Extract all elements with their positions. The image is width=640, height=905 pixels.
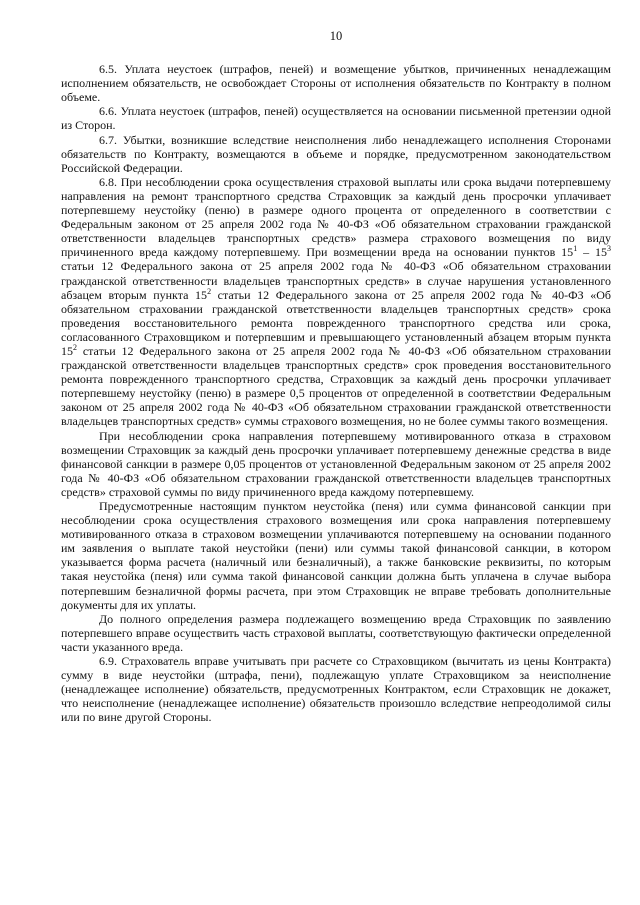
clause-6-8-text-c: статьи 12 Федерального закона от 25 апреля 2002 года № 40-ФЗ «Об обязательном страховании гражданской ответственности владельцев транспортных средств» срока проведения восстановительного ремонта поврежденного транспортного средства или срока, согласованного Страховщиком и потерпевшим и превышающего установленный абзацем вторым пункта 15 bbox=[61, 287, 612, 358]
superscript: 1 bbox=[573, 244, 578, 254]
clause-6-8-refusal-penalty: При несоблюдении срока направления потерпевшему мотивированного отказа в страховом возмещении Страховщик за каждый день просрочки уплачивает потерпевшему денежные средства в виде финансовой санкции в размере 0,05 процентов от установленной Федеральным законом от 25 апреля 2002 года № 40-ФЗ «Об обязательном страховании гражданской ответственности владельцев транспортных средств» страховой суммы по виду причиненного вреда каждому потерпевшему. bbox=[61, 428, 611, 499]
superscript: 2 bbox=[207, 286, 212, 296]
page-number: 10 bbox=[329, 29, 343, 43]
superscript: 2 bbox=[73, 342, 77, 352]
superscript: 3 bbox=[607, 244, 611, 254]
document-page bbox=[61, 0, 611, 725]
clause-6-8-text-d: статьи 12 Федерального закона от 25 апреля 2002 года № 40-ФЗ «Об обязательном страховании гражданской ответственности владельцев транспортных средств» срок проведения восстановительного ремонта поврежденного транспортного средства, Страховщик за каждый день просрочки уплачивает потерпевшему неустойку (пеню) в размере 0,5 процентов от определенной в соответствии Федеральным законом от 25 апреля 2002 года № 40-ФЗ «Об обязательном страховании гражданской ответственности владельцев транспортных средств» суммы страхового возмещения, но не более суммы такого возмещения. bbox=[61, 343, 611, 429]
clause-6-8 bbox=[61, 175, 611, 429]
clause-6-8-text-a: 6.8. При несоблюдении срока осуществления страховой выплаты или срока выдачи потерпевшему направления на ремонт транспортного средства Страховщик за каждый день просрочки уплачивает потерпевшему неустойку (пеню) в размере одного процента от определенного в соответствии с Федеральным законом от 25 апреля 2002 года № 40-ФЗ «Об обязательном страховании гражданской ответственности владельцев транспортных средств» размера страхового возмещения по виду причиненного вреда каждому потерпевшему. При возмещении вреда на основании пунктов 15 bbox=[61, 174, 611, 260]
clause-6-9: 6.9. Страхователь вправе учитывать при расчете со Страховщиком (вычитать из цены Контракта) сумму в виде неустойки (штрафа, пени), подлежащую уплате Страховщиком за неисполнение (ненадлежащее исполнение) обязательств, предусмотренных Контрактом, если Страховщик не докажет, что неисполнение (ненадлежащее исполнение) обязательств произошло вследствие непреодолимой силы или по вине другой Стороны. bbox=[61, 654, 611, 725]
clause-6-8-text-b: статьи 12 Федерального закона от 25 апреля 2002 года № 40-ФЗ «Об обязательном страховании гражданской ответственности владельцев транспортных средств» в случае нарушения установленного абзацем вторым пункта 15 bbox=[61, 259, 611, 302]
clause-6-7: 6.7. Убытки, возникшие вследствие неисполнения либо ненадлежащего исполнения Сторонами обязательств по Контракту, возмещаются в объеме и порядке, предусмотренном законодательством Российской Федерации. bbox=[61, 132, 611, 175]
clause-6-8-payment-procedure: Предусмотренные настоящим пунктом неустойка (пеня) или сумма финансовой санкции при несоблюдении срока осуществления страхового возмещения или срока направления потерпевшему мотивированного отказа в страховом возмещении уплачиваются потерпевшему на основании поданного им заявления о выплате такой неустойки (пени) или суммы такой финансовой санкции, в котором указывается форма расчета (наличный или безналичный), а также банковские реквизиты, по которым такая неустойка (пеня) или сумма такой финансовой санкции должна быть уплачена в случае выбора потерпевшим безналичной формы расчета, при этом Страховщик не вправе требовать дополнительные документы для их уплаты. bbox=[61, 499, 611, 612]
clause-6-8-dash: – 15 bbox=[577, 245, 607, 260]
clause-6-6: 6.6. Уплата неустоек (штрафов, пеней) осуществляется на основании письменной претензии одной из Сторон. bbox=[61, 104, 611, 133]
clause-6-8-partial-payment: До полного определения размера подлежащего возмещению вреда Страховщик по заявлению потерпевшего вправе осуществить часть страховой выплаты, соответствующую фактически определенной части указанного вреда. bbox=[61, 611, 611, 654]
clause-6-5: 6.5. Уплата неустоек (штрафов, пеней) и возмещение убытков, причиненных ненадлежащим исполнением обязательств, не освобождает Стороны от исполнения обязательств по Контракту в полном объеме. bbox=[61, 62, 611, 105]
